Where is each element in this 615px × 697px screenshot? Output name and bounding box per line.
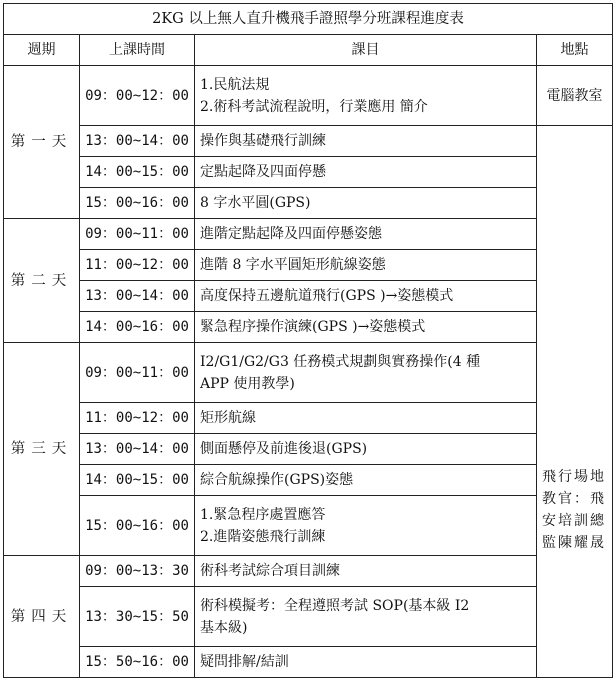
subject-line: 1.緊急程序處置應答	[200, 506, 326, 523]
time-cell: 13：00~14：00	[80, 126, 195, 157]
subject-line: 1.民航法規	[200, 76, 270, 93]
subject-cell: 術科考試綜合項目訓練	[195, 556, 537, 587]
table-row	[4, 496, 613, 556]
table-row	[4, 66, 613, 126]
day-3-label: 第三天	[4, 343, 80, 556]
header-time: 上課時間	[80, 35, 195, 66]
subject-cell	[195, 66, 537, 126]
day-4-label: 第四天	[4, 556, 80, 678]
subject-cell	[195, 587, 537, 647]
time-cell: 13：00~14：00	[80, 434, 195, 465]
time-cell: 14：00~16：00	[80, 312, 195, 343]
time-cell: 09：00~11：00	[80, 219, 195, 250]
subject-line: 術科模擬考：全程遵照考試 SOP(基本級 I2	[200, 597, 470, 614]
subject-cell: 高度保持五邊航道飛行(GPS )→姿態模式	[195, 281, 537, 312]
time-cell: 09：00~13：30	[80, 556, 195, 587]
table-row	[4, 157, 613, 188]
subject-line: APP 使用教學)	[200, 375, 295, 392]
table-title: 2KG 以上無人直升機飛手證照學分班課程進度表	[4, 4, 613, 35]
subject-cell: 8 字水平圓(GPS)	[195, 188, 537, 219]
location-line: 監陳耀晟	[542, 534, 606, 551]
day-1-label: 第一天	[4, 66, 80, 219]
day-2-label: 第二天	[4, 219, 80, 343]
table-row	[4, 647, 613, 678]
time-cell: 11：00~12：00	[80, 403, 195, 434]
table-row	[4, 403, 613, 434]
subject-cell: 側面懸停及前進後退(GPS)	[195, 434, 537, 465]
table-row	[4, 343, 613, 403]
location-line: 飛行場地	[542, 468, 606, 485]
time-cell: 14：00~15：00	[80, 157, 195, 188]
subject-cell	[195, 343, 537, 403]
subject-cell: 進階定點起降及四面停懸姿態	[195, 219, 537, 250]
table-row	[4, 281, 613, 312]
time-cell: 11：00~12：00	[80, 250, 195, 281]
subject-cell: 綜合航線操作(GPS)姿態	[195, 465, 537, 496]
subject-cell: 矩形航線	[195, 403, 537, 434]
course-schedule-table	[3, 3, 613, 678]
table-row	[4, 126, 613, 157]
header-subject: 課目	[195, 35, 537, 66]
time-cell: 15：50~16：00	[80, 647, 195, 678]
table-row	[4, 250, 613, 281]
time-cell: 13：30~15：50	[80, 587, 195, 647]
time-cell: 15：00~16：00	[80, 188, 195, 219]
subject-line: 基本級)	[200, 619, 248, 636]
location-classroom: 電腦教室	[537, 66, 613, 126]
time-cell: 09：00~11：00	[80, 343, 195, 403]
subject-line: I2/G1/G2/G3 任務模式規劃與實務操作(4 種	[200, 353, 481, 370]
subject-line: 2.進階姿態飛行訓練	[200, 528, 326, 545]
time-cell: 13：00~14：00	[80, 281, 195, 312]
location-field	[537, 126, 613, 678]
time-cell: 14：00~15：00	[80, 465, 195, 496]
subject-cell	[195, 496, 537, 556]
subject-line: 2.術科考試流程說明，行業應用 簡介	[200, 98, 428, 115]
time-cell: 09：00~12：00	[80, 66, 195, 126]
location-line: 教官：飛	[542, 490, 606, 507]
subject-cell: 定點起降及四面停懸	[195, 157, 537, 188]
table-row	[4, 465, 613, 496]
table-row	[4, 188, 613, 219]
table-row	[4, 219, 613, 250]
subject-cell: 緊急程序操作演練(GPS )→姿態模式	[195, 312, 537, 343]
table-row	[4, 312, 613, 343]
table-row	[4, 434, 613, 465]
header-location: 地點	[537, 35, 613, 66]
subject-cell: 進階 8 字水平圓矩形航線姿態	[195, 250, 537, 281]
time-cell: 15：00~16：00	[80, 496, 195, 556]
table-row	[4, 556, 613, 587]
table-row	[4, 587, 613, 647]
subject-cell: 操作與基礎飛行訓練	[195, 126, 537, 157]
schedule-document	[3, 3, 612, 678]
subject-cell: 疑問排解/結訓	[195, 647, 537, 678]
location-line: 安培訓總	[542, 512, 606, 529]
header-week: 週期	[4, 35, 80, 66]
